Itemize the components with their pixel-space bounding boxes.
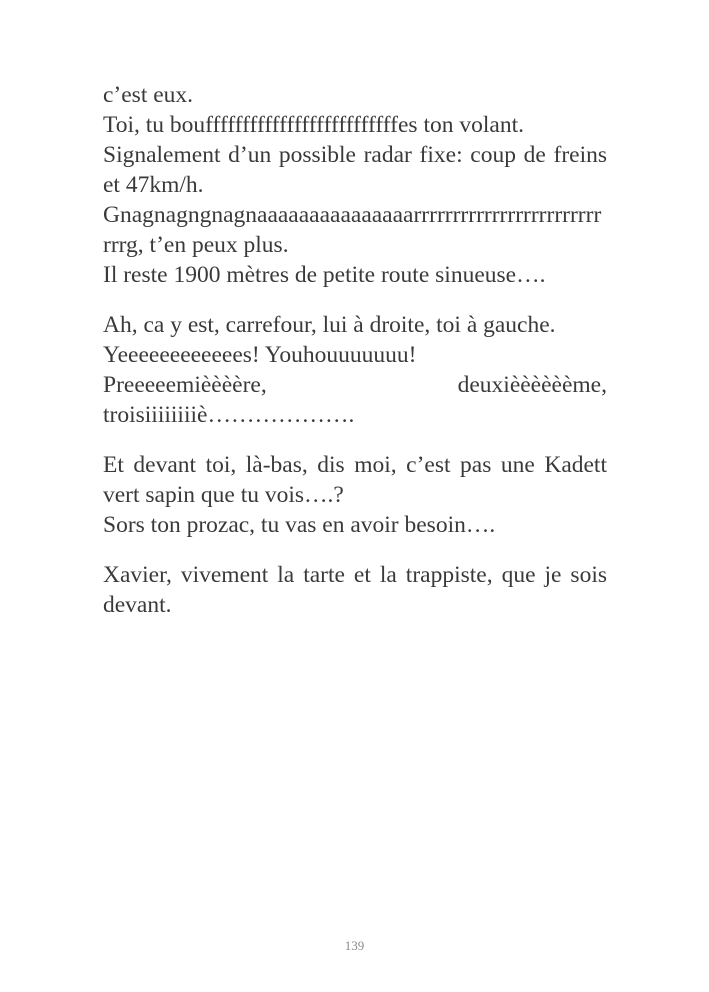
text-line: Ah, ca y est, carrefour, lui à droite, toi à gauche. — [103, 312, 556, 338]
paragraph — [103, 80, 607, 290]
text-line: Sors ton prozac, tu vas en avoir besoin…. — [103, 512, 496, 538]
text-line: Xavier, vivement la tarte et la trappiste, que je sois — [103, 562, 607, 588]
paragraph — [103, 310, 607, 430]
text-line: et 47km/h. — [103, 172, 204, 198]
text-line: Il reste 1900 mètres de petite route sinueuse…. — [103, 262, 546, 288]
text-line: Toi, tu bouffffffffffffffffffffffffffes ton volant. — [103, 112, 524, 138]
text-line: c’est eux. — [103, 82, 194, 108]
paragraph — [103, 560, 607, 620]
paragraph — [103, 450, 607, 540]
text-line: rrrg, t’en peux plus. — [103, 232, 289, 258]
page-text — [103, 80, 607, 640]
text-line: devant. — [103, 592, 172, 618]
text-line: Preeeeemièèèère, deuxièèèèèème, — [103, 372, 607, 398]
text-line: troisiiiiiiiiè………………. — [103, 402, 355, 428]
text-line: vert sapin que tu vois….? — [103, 482, 344, 508]
text-line: Yeeeeeeeeeeees! Youhouuuuuuu! — [103, 342, 417, 368]
page-number: 139 — [344, 938, 365, 953]
text-line: Et devant toi, là-bas, dis moi, c’est pas une Kadett — [103, 452, 607, 478]
text-line: Signalement d’un possible radar fixe: coup de freins — [103, 142, 607, 168]
text-line: Gnagnagngnagnaaaaaaaaaaaaaaarrrrrrrrrrrrrrrrrrrrrrrr — [103, 202, 602, 228]
